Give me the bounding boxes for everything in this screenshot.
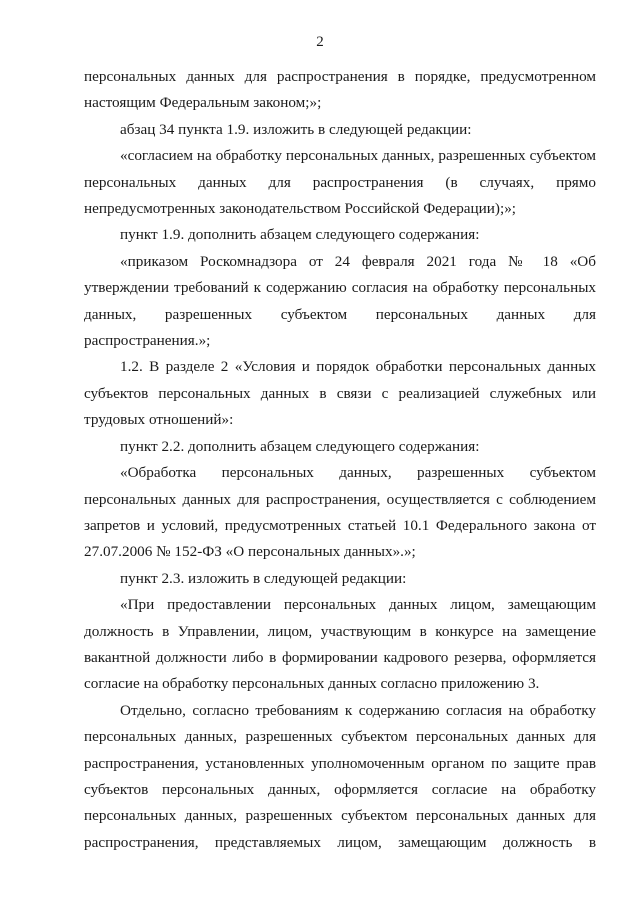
paragraph: «согласием на обработку персональных данных, разрешенных субъектом персональных данных для распространения (в случаях, прямо непредусмотренных законодательством Российской Федерации);»; xyxy=(84,147,596,218)
paragraph: 1.2. В разделе 2 «Условия и порядок обработки персональных данных субъектов персональных данных в связи с реализацией служебных или трудовых отношений»: xyxy=(84,358,596,429)
paragraph: «Обработка персональных данных, разрешенных субъектом персональных данных для распространения, осуществляется с соблюдением запретов и условий, предусмотренных статьей 10.1 Федерального закона от 27.07.2006 № 152-ФЗ «О персональных данных».»; xyxy=(84,464,596,561)
page-number: 2 xyxy=(316,34,324,50)
document-body xyxy=(84,64,596,856)
paragraph: пункт 1.9. дополнить абзацем следующего содержания: xyxy=(120,226,480,244)
paragraph: персональных данных для распространения в порядке, предусмотренном настоящим Федеральным законом;»; xyxy=(84,68,596,112)
paragraph: пункт 2.2. дополнить абзацем следующего содержания: xyxy=(120,437,480,455)
paragraph: Отдельно, согласно требованиям к содержанию согласия на обработку персональных данных, разрешенных субъектом персональных данных для распространения, установленных уполномоченным органом по защите прав субъектов персональных данных, оформляется согласие на обработку персональных данных, разрешенных субъектом персональных данных для распространения, представляемых лицом, замещающим должность в xyxy=(84,701,596,851)
paragraph: абзац 34 пункта 1.9. изложить в следующей редакции: xyxy=(120,120,472,138)
paragraph: пункт 2.3. изложить в следующей редакции: xyxy=(120,569,407,587)
paragraph: «приказом Роскомнадзора от 24 февраля 2021 года № 18 «Об утверждении требований к содержанию согласия на обработку персональных данных, разрешенных субъектом персональных данных для распространения.»; xyxy=(84,252,596,350)
paragraph: «При предоставлении персональных данных лицом, замещающим должность в Управлении, лицом, участвующим в конкурсе на замещение вакантной должности либо в формировании кадрового резерва, оформляется согласие на обработку персональных данных согласно приложению 3. xyxy=(84,596,596,693)
